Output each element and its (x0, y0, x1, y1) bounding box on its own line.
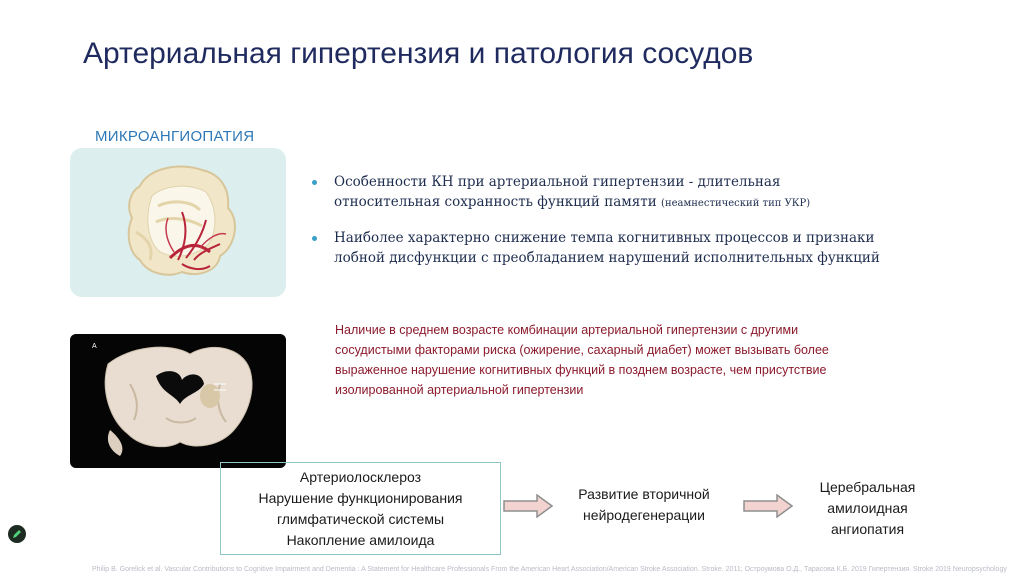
bullet-line: Особенности КН при артериальной гипертензии - длительная (334, 174, 781, 190)
highlight-line: Наличие в среднем возрасте комбинации артериальной гипертензии с другими (335, 323, 799, 337)
flow-step-line: Церебральная (819, 479, 916, 495)
bullet-item (312, 228, 912, 268)
highlight-paragraph (335, 320, 925, 400)
bullet-line (334, 192, 912, 214)
slide-title: Артериальная гипертензия и патология сосудов (83, 37, 754, 70)
bullet-dot-icon (312, 180, 317, 185)
flow-step-line: нейродегенерации (583, 507, 705, 523)
mechanism-line: Накопление амилоида (286, 531, 435, 548)
bullet-line: лобной дисфункции с преобладанием нарушений исполнительных функций (334, 250, 880, 266)
flow-step-line: амилоидная (827, 500, 908, 516)
flow-step-line: Развитие вторичной (578, 486, 710, 502)
neurodegeneration-label (564, 484, 724, 526)
flow-step-line: ангиопатия (830, 521, 905, 537)
pencil-icon (12, 529, 22, 539)
brain-vessel-illustration (70, 148, 286, 297)
bullet-line: Наиболее характерно снижение темпа когнитивных процессов и признаки (334, 230, 875, 246)
bullet-item (312, 172, 912, 214)
brain-section-photo (70, 334, 286, 468)
flow-arrow-icon (743, 494, 793, 518)
mechanism-box (220, 462, 501, 555)
flow-arrow-icon (503, 494, 553, 518)
highlight-line: изолированной артериальной гипертензии (335, 383, 584, 397)
image-label-a: A (92, 343, 97, 350)
highlight-line: сосудистыми факторами риска (ожирение, сахарный диабет) может вызывать более (335, 343, 829, 357)
section-label: МИКРОАНГИОПАТИЯ (95, 128, 255, 145)
mechanism-line: Артериолосклероз (299, 468, 422, 485)
edit-button[interactable] (8, 525, 26, 543)
highlight-line: выраженное нарушение когнитивных функций в позднем возрасте, чем присутствие (335, 363, 827, 377)
bullet-list (312, 172, 912, 282)
bullet-line-text: относительная сохранность функций памяти (334, 194, 657, 210)
mechanism-line: Нарушение функционирования (258, 489, 463, 506)
bullet-dot-icon (312, 236, 317, 241)
mechanism-line: глимфатической системы (276, 510, 445, 527)
amyloid-angiopathy-label (800, 477, 935, 540)
references-footer: Philip B. Gorelick et al. Vascular Contributions to Cognitive Impairment and Dementia : A Statement for Healthcare Professionals From the American Heart Association/American Stroke Association. Stroke. 2011; Остроумова О.Д., Тарасова К.Б. 2019 Гипертензия. Stroke 2019 Neuropsychology (92, 566, 1007, 573)
bullet-note: (неамнестический тип УКР) (661, 198, 811, 209)
